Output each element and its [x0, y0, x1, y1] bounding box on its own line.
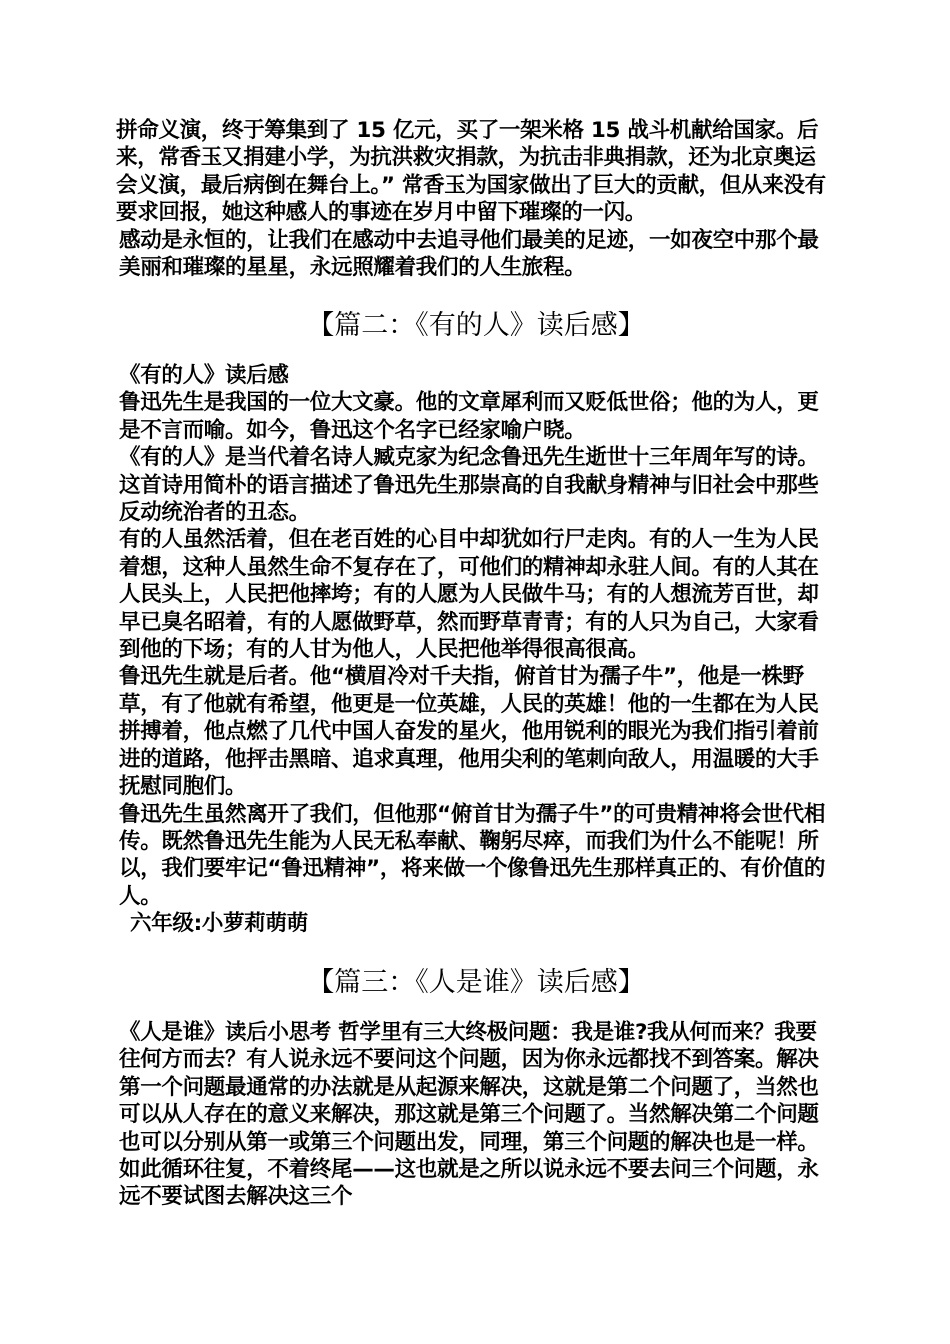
article-title: 《有的人》读后感	[119, 363, 289, 388]
text-block-3	[116, 1019, 836, 1211]
section-heading-2: 【篇二：《有的人》读后感】	[307, 310, 645, 341]
paragraph: 鲁迅先生虽然离开了我们，但他那“俯首甘为孺子牛”的可贵精神将会世代相传。既然鲁迅先生能为人民无私奉献、鞠躬尽瘁，而我们为什么不能呢！所以，我们要牢记“鲁迅精神”，将来做一个像鲁迅先生那样真正的、有价值的人。	[119, 801, 826, 909]
paragraph: 《有的人》是当代着名诗人臧克家为纪念鲁迅先生逝世十三年周年写的诗。这首诗用简朴的语言描述了鲁迅先生那崇高的自我献身精神与旧社会中那些反动统治者的丑态。	[119, 445, 819, 526]
text-block-2	[116, 362, 836, 938]
paragraph: 拼命义演，终于筹集到了 15 亿元，买了一架米格 15 战斗机献给国家。后来，常香玉又捐建小学，为抗洪救灾捐款，为抗击非典捐款，还为北京奥运会义演，最后病倒在舞台上。” 常香玉为国家做出了巨大的贡献，但从来没有要求回报，她这种感人的事迹在岁月中留下璀璨的一闪。	[116, 118, 826, 226]
paragraph: 《人是谁》读后小思考 哲学里有三大终极问题：我是谁?我从何而来？我要往何方而去？有人说永远不要问这个问题，因为你永远都找不到答案。解决第一个问题最通常的办法就是从起源来解决，这就是第二个问题了，当然也可以从人存在的意义来解决，那这就是第三个问题了。当然解决第二个问题也可以分别从第一或第三个问题出发，同理，第三个问题的解决也是一样。如此循环往复，不着终尾——这也就是之所以说永远不要去问三个问题，永远不要试图去解决这三个	[119, 1020, 819, 1210]
paragraph: 有的人虽然活着，但在老百姓的心目中却犹如行尸走肉。有的人一生为人民着想，这种人虽然生命不复存在了，可他们的精神却永驻人间。有的人其在人民头上，人民把他摔垮；有的人愿为人民做牛马；有的人想流芳百世，却早已臭名昭着，有的人愿做野草，然而野草青青；有的人只为自己，大家看到他的下场；有的人甘为他人，人民把他举得很高很高。	[119, 527, 819, 663]
author-line: 六年级:小萝莉萌萌	[130, 911, 308, 937]
paragraph: 鲁迅先生就是后者。他“横眉冷对千夫指，俯首甘为孺子牛”，他是一株野草，有了他就有希望，他更是一位英雄，人民的英雄！他的一生都在为人民拼搏着，他点燃了几代中国人奋发的星火，他用锐利的眼光为我们指引着前进的道路，他抨击黑暗、追求真理，他用尖利的笔刺向敌人，用温暖的大手抚慰同胞们。	[119, 664, 819, 800]
paragraph: 鲁迅先生是我国的一位大文豪。他的文章犀利而又贬低世俗；他的为人，更是不言而喻。如今，鲁迅这个名字已经家喻户晓。	[119, 390, 819, 443]
paragraph: 感动是永恒的，让我们在感动中去追寻他们最美的足迹，一如夜空中那个最美丽和璀璨的星星，永远照耀着我们的人生旅程。	[119, 227, 819, 281]
section-heading-3: 【篇三：《人是谁》读后感】	[307, 967, 645, 998]
text-block-1	[116, 117, 836, 281]
